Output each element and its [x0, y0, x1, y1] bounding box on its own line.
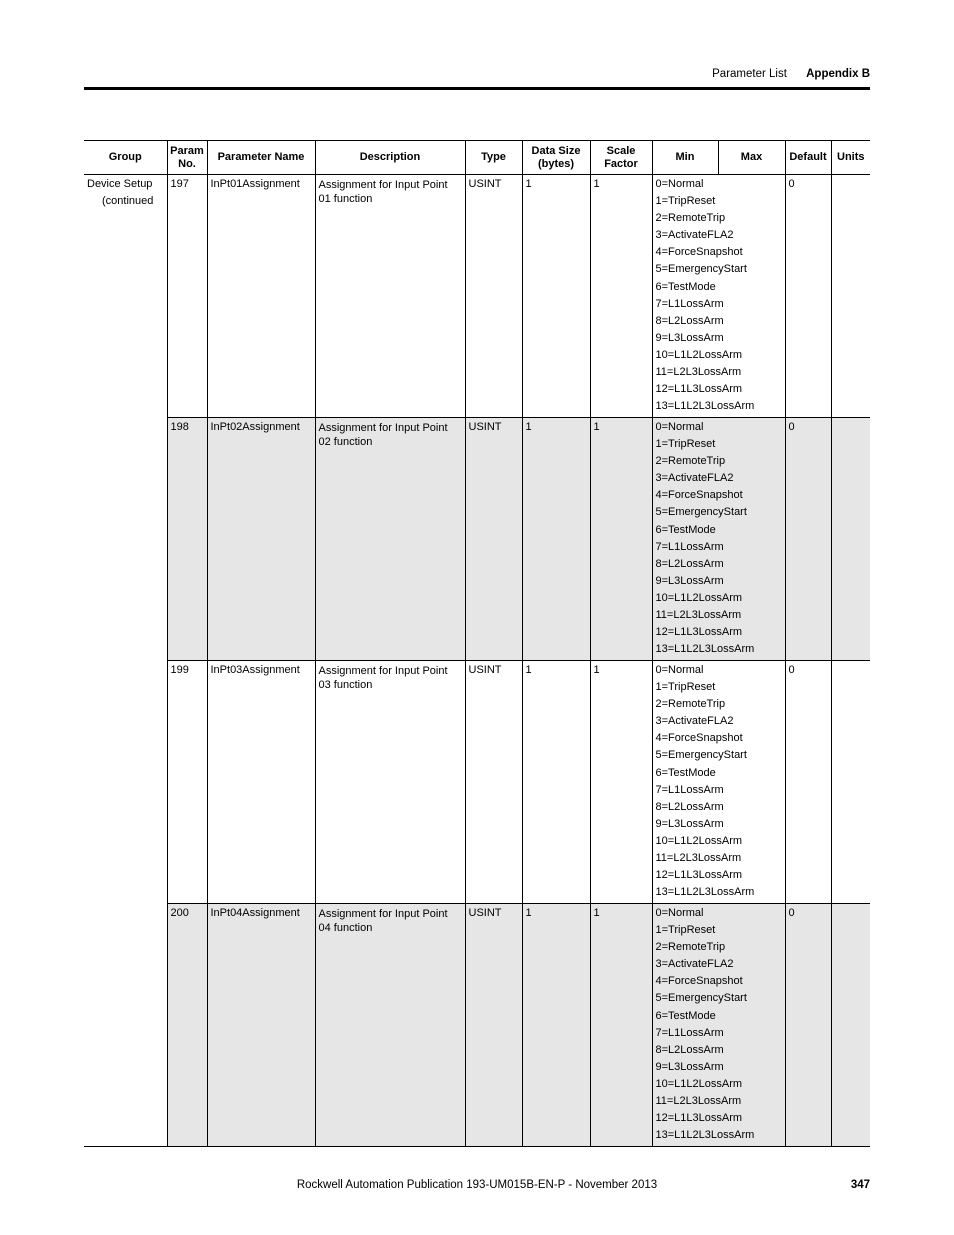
units-cell	[831, 175, 870, 418]
column-header-type: Type	[465, 141, 522, 175]
default-cell: 0	[785, 904, 831, 1147]
enum-value: 8=L2LossArm	[655, 557, 724, 570]
enum-value: 3=ActivateFLA2	[655, 229, 734, 242]
min-max-values-cell	[652, 175, 785, 418]
data-size-cell: 1	[522, 904, 590, 1147]
enum-value: 1=TripReset	[655, 924, 716, 937]
enum-value: 12=L1L3LossArm	[655, 869, 743, 882]
min-max-values-cell	[652, 904, 785, 1147]
group-cell	[84, 175, 167, 1147]
enum-value: 4=ForceSnapshot	[655, 975, 743, 988]
enum-value: 9=L3LossArm	[655, 1060, 724, 1073]
units-cell	[831, 904, 870, 1147]
description-cell: Assignment for Input Point 03 function	[315, 661, 465, 904]
enum-value: 6=TestMode	[655, 523, 716, 536]
column-header-default: Default	[785, 141, 831, 175]
column-header-min: Min	[652, 141, 718, 175]
table-row	[84, 904, 870, 1147]
enum-value: 12=L1L3LossArm	[655, 383, 743, 396]
scale-factor-cell: 1	[590, 661, 652, 904]
table-row	[84, 661, 870, 904]
enum-value-list	[656, 662, 782, 901]
column-header-data-size: Data Size (bytes)	[522, 141, 590, 175]
description-cell: Assignment for Input Point 04 function	[315, 904, 465, 1147]
enum-value: 9=L3LossArm	[655, 817, 724, 830]
enum-value: 6=TestMode	[655, 280, 716, 293]
param-no-cell: 199	[167, 661, 207, 904]
column-header-scale-factor: Scale Factor	[590, 141, 652, 175]
column-header-group: Group	[84, 141, 167, 175]
scale-factor-cell: 1	[590, 175, 652, 418]
page-header	[84, 66, 870, 90]
enum-value: 11=L2L3LossArm	[655, 366, 742, 379]
enum-value: 10=L1L2LossArm	[655, 591, 743, 604]
enum-value: 11=L2L3LossArm	[655, 852, 742, 865]
default-cell: 0	[785, 661, 831, 904]
header-section-title: Parameter List	[712, 68, 787, 80]
table-row	[84, 418, 870, 661]
group-name: Device Setup	[87, 178, 153, 190]
column-header-max: Max	[718, 141, 785, 175]
enum-value: 10=L1L2LossArm	[655, 1077, 743, 1090]
enum-value: 7=L1LossArm	[655, 1026, 724, 1039]
header-appendix-label: Appendix B	[806, 68, 870, 80]
enum-value: 2=RemoteTrip	[655, 941, 726, 954]
column-header-description: Description	[315, 141, 465, 175]
page-footer	[84, 1176, 870, 1194]
enum-value: 9=L3LossArm	[655, 574, 724, 587]
enum-value: 6=TestMode	[655, 1009, 716, 1022]
enum-value: 10=L1L2LossArm	[655, 834, 743, 847]
parameter-name-cell: InPt04Assignment	[207, 904, 315, 1147]
enum-value: 11=L2L3LossArm	[655, 1095, 742, 1108]
parameter-table	[84, 140, 870, 1147]
parameter-name-cell: InPt03Assignment	[207, 661, 315, 904]
enum-value: 3=ActivateFLA2	[655, 472, 734, 485]
enum-value: 4=ForceSnapshot	[655, 489, 743, 502]
enum-value: 5=EmergencyStart	[655, 506, 747, 519]
enum-value: 4=ForceSnapshot	[655, 246, 743, 259]
enum-value: 7=L1LossArm	[655, 297, 724, 310]
table-header-row	[84, 141, 870, 175]
enum-value: 13=L1L2L3LossArm	[655, 1129, 755, 1142]
page-number: 347	[850, 1179, 870, 1191]
type-cell: USINT	[465, 175, 522, 418]
column-header-param-no: Param No.	[167, 141, 207, 175]
scale-factor-cell: 1	[590, 418, 652, 661]
min-max-values-cell	[652, 661, 785, 904]
enum-value: 2=RemoteTrip	[655, 212, 726, 225]
enum-value: 2=RemoteTrip	[655, 455, 726, 468]
enum-value-list	[656, 905, 782, 1144]
default-cell: 0	[785, 175, 831, 418]
type-cell: USINT	[465, 661, 522, 904]
column-header-parameter-name: Parameter Name	[207, 141, 315, 175]
enum-value: 5=EmergencyStart	[655, 263, 747, 276]
enum-value: 8=L2LossArm	[655, 314, 724, 327]
type-cell: USINT	[465, 418, 522, 661]
publication-info: Rockwell Automation Publication 193-UM015B-EN-P - November 2013	[296, 1179, 658, 1191]
type-cell: USINT	[465, 904, 522, 1147]
enum-value: 13=L1L2L3LossArm	[655, 886, 755, 899]
enum-value: 9=L3LossArm	[655, 331, 724, 344]
param-no-cell: 197	[167, 175, 207, 418]
description-cell: Assignment for Input Point 02 function	[315, 418, 465, 661]
default-cell: 0	[785, 418, 831, 661]
enum-value: 7=L1LossArm	[655, 783, 724, 796]
enum-value: 13=L1L2L3LossArm	[655, 643, 755, 656]
data-size-cell: 1	[522, 175, 590, 418]
enum-value: 6=TestMode	[655, 766, 716, 779]
enum-value: 13=L1L2L3LossArm	[655, 400, 755, 413]
enum-value: 3=ActivateFLA2	[655, 715, 734, 728]
scale-factor-cell: 1	[590, 904, 652, 1147]
description-cell: Assignment for Input Point 01 function	[315, 175, 465, 418]
units-cell	[831, 418, 870, 661]
enum-value: 1=TripReset	[655, 195, 716, 208]
enum-value: 0=Normal	[655, 421, 704, 433]
enum-value: 11=L2L3LossArm	[655, 609, 742, 622]
enum-value: 8=L2LossArm	[655, 800, 724, 813]
enum-value-list	[656, 419, 782, 658]
data-size-cell: 1	[522, 418, 590, 661]
enum-value: 10=L1L2LossArm	[655, 348, 743, 361]
enum-value: 0=Normal	[655, 664, 704, 676]
enum-value: 3=ActivateFLA2	[655, 958, 734, 971]
data-size-cell: 1	[522, 661, 590, 904]
column-header-units: Units	[831, 141, 870, 175]
enum-value: 5=EmergencyStart	[655, 749, 747, 762]
enum-value: 2=RemoteTrip	[655, 698, 726, 711]
parameter-name-cell: InPt01Assignment	[207, 175, 315, 418]
param-no-cell: 198	[167, 418, 207, 661]
enum-value: 12=L1L3LossArm	[655, 1112, 743, 1125]
enum-value-list	[656, 176, 782, 415]
units-cell	[831, 661, 870, 904]
param-no-cell: 200	[167, 904, 207, 1147]
enum-value: 12=L1L3LossArm	[655, 626, 743, 639]
enum-value: 4=ForceSnapshot	[655, 732, 743, 745]
parameter-name-cell: InPt02Assignment	[207, 418, 315, 661]
enum-value: 8=L2LossArm	[655, 1043, 724, 1056]
enum-value: 0=Normal	[655, 178, 704, 190]
table-row	[84, 175, 870, 418]
min-max-values-cell	[652, 418, 785, 661]
group-continued-note: (continued	[102, 195, 154, 208]
enum-value: 1=TripReset	[655, 438, 716, 451]
enum-value: 0=Normal	[655, 907, 704, 919]
enum-value: 5=EmergencyStart	[655, 992, 747, 1005]
enum-value: 7=L1LossArm	[655, 540, 724, 553]
enum-value: 1=TripReset	[655, 681, 716, 694]
